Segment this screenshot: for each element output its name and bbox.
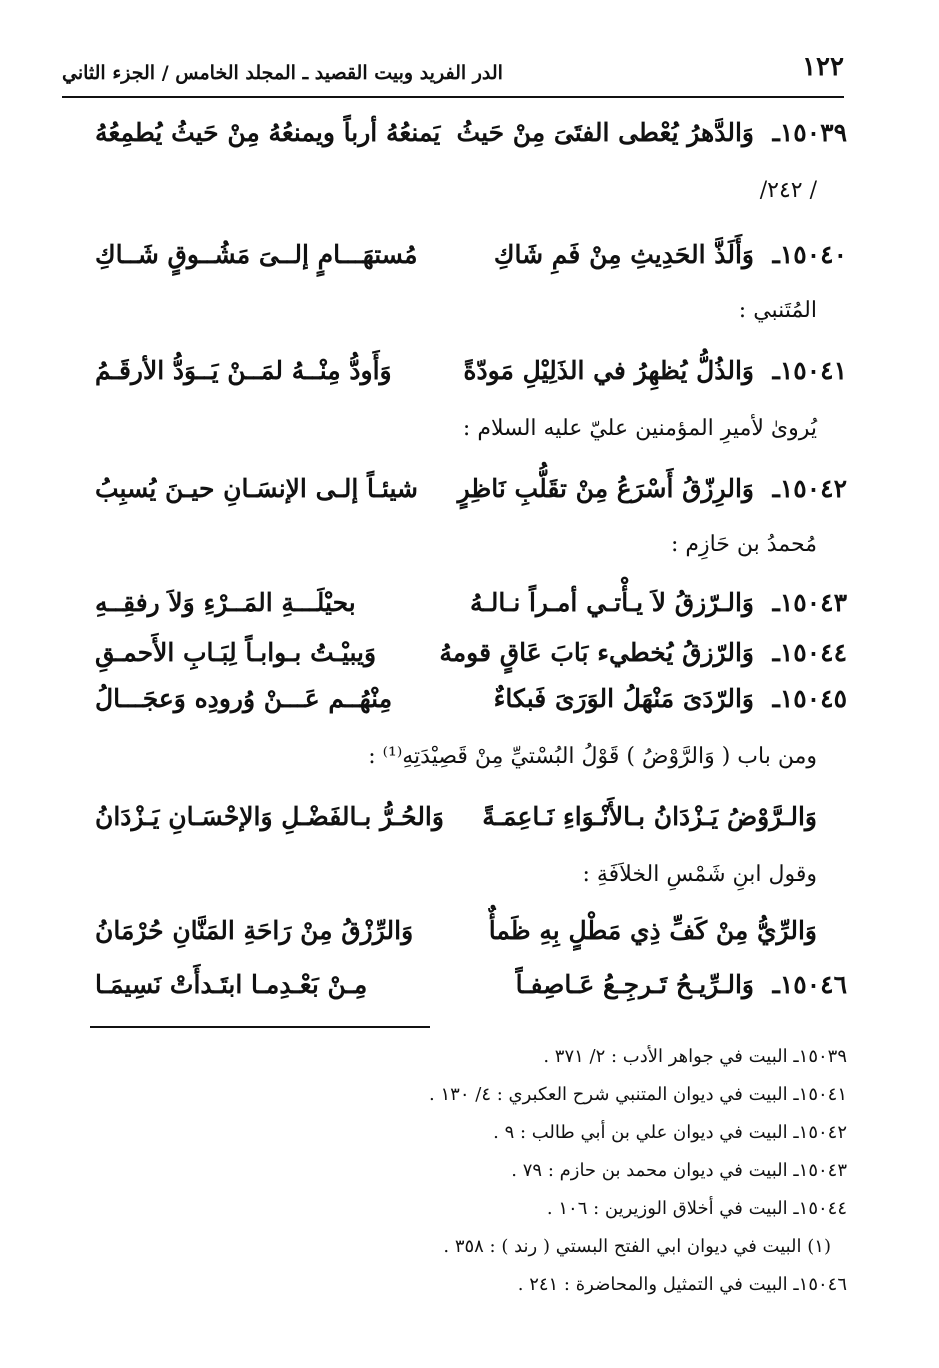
first-hemistich: وَالدَّهرُ يُعْطى الفتَىَ مِنْ حَيثُ bbox=[456, 118, 754, 147]
second-hemistich: بحيْلَـــةِ المَــرْءِ وَلاَ رفقِــهِ bbox=[95, 588, 356, 617]
attribution-text: مُحمدُ بن حَازِم : bbox=[670, 532, 817, 557]
verse-15042 bbox=[95, 474, 847, 520]
first-hemistich: وَالرّزقُ يُخطيء بَابَ عَاقٍ قومهُ bbox=[439, 638, 754, 667]
footnote: ١٥٠٤٣ـ البيت في ديوان محمد بن حازم : ٧٩ . bbox=[511, 1160, 847, 1181]
first-hemistich: وَالذُلُّ يُظهِرُ في الذَلِيْلِ مَودّةً bbox=[463, 356, 754, 385]
second-hemistich: وَأَودُّ مِنْــهُ لمَــنْ يَــوَدُّ الأرقَـمُ bbox=[95, 356, 392, 385]
header-rule bbox=[62, 96, 844, 98]
verse-number: ١٥٠٤٦ـ bbox=[772, 970, 847, 999]
verse-15044 bbox=[95, 638, 847, 684]
attribution-line bbox=[95, 416, 847, 462]
footnote-rule bbox=[90, 1026, 430, 1028]
verse-number: ١٥٠٤٤ـ bbox=[772, 638, 847, 667]
first-hemistich: وَالرّدَىَ مَنْهَلُ الوَرَىَ فَبكاءٌ bbox=[493, 684, 754, 713]
first-hemistich: وَالـرَّوْضُ يَـزْدَانُ بـالأَنْـوَاءِ نَـاعِمَـةً bbox=[482, 802, 817, 831]
verse-number: ١٥٠٤٢ـ bbox=[772, 474, 847, 503]
first-hemistich: وَالرِزّقُ أَسْرَعُ مِنْ تقَلُّبِ نَاظِرٍ bbox=[457, 474, 754, 503]
second-hemistich: وَالرِّزْقُ مِنْ رَاحَةِ المَنَّانِ حُرْمَانُ bbox=[95, 916, 414, 945]
verse-15046 bbox=[95, 970, 847, 1016]
footnote: ١٥٠٤١ـ البيت في ديوان المتنبي شرح العكبري : ٤/ ١٣٠ . bbox=[429, 1084, 847, 1105]
attribution-line bbox=[95, 532, 847, 578]
attribution-text: المُتَنبي : bbox=[738, 298, 817, 323]
page-header bbox=[62, 52, 844, 96]
second-hemistich: مِـنْ بَعْـدِمـا ابتَـدأَتْ نَسِيمَـا bbox=[95, 970, 368, 999]
footnote: (١) البيت في ديوان ابي الفتح البستي ( رند ) : ٣٥٨ . bbox=[443, 1236, 831, 1257]
second-hemistich: مُستهَـــامٍ إلــىَ مَشُــوقٍ شَــاكِ bbox=[95, 240, 418, 269]
attribution-text: ومن باب ( وَالرَّوْضُ ) قَوْلُ البُسْتيِّ مِنْ قَصِيْدَتِهِ⁽¹⁾ : bbox=[368, 744, 817, 769]
verse-number: ١٥٠٤٥ـ bbox=[772, 684, 847, 713]
verse-15045 bbox=[95, 684, 847, 730]
verse-15040 bbox=[95, 240, 847, 286]
verse-number: ١٥٠٣٩ـ bbox=[772, 118, 847, 147]
attribution-line bbox=[95, 862, 847, 908]
second-hemistich: شيئـاً إلـى الإنسَـانِ حيـنَ يُسبِبُ bbox=[95, 474, 418, 503]
verse-busti bbox=[95, 802, 847, 848]
page-number: ١٢٢ bbox=[802, 52, 844, 82]
attribution-line bbox=[95, 744, 847, 790]
footnote: ١٥٠٤٦ـ البيت في التمثيل والمحاضرة : ٢٤١ . bbox=[517, 1274, 847, 1295]
verse-number: ١٥٠٤١ـ bbox=[772, 356, 847, 385]
running-title: الدر الفريد وبيت القصيد ـ المجلد الخامس / الجزء الثاني bbox=[62, 62, 503, 84]
footnote: ١٥٠٤٢ـ البيت في ديوان علي بن أبي طالب : ٩ . bbox=[493, 1122, 847, 1143]
verse-number: ١٥٠٤٣ـ bbox=[772, 588, 847, 617]
footnote: ١٥٠٣٩ـ البيت في جواهر الأدب : ٢/ ٣٧١ . bbox=[543, 1046, 847, 1067]
first-hemistich: وَأَلَذَّ الحَدِيثِ مِنْ فَمِ شَاكِ bbox=[493, 240, 754, 269]
verse-reference bbox=[95, 178, 847, 224]
reference-text: / ٢٤٢/ bbox=[759, 178, 817, 203]
verse-15041 bbox=[95, 356, 847, 402]
second-hemistich: وَيبيْـتُ بـوابـاً لِبَـابِ الأَحمـقِ bbox=[95, 638, 377, 667]
verse-15039 bbox=[95, 118, 847, 164]
verse-number: ١٥٠٤٠ـ bbox=[772, 240, 847, 269]
footnote: ١٥٠٤٤ـ البيت في أخلاق الوزيرين : ١٠٦ . bbox=[546, 1198, 847, 1219]
first-hemistich: وَالـرِّيـحُ تَـرجِـعُ عَـاصِفـاً bbox=[515, 970, 754, 999]
second-hemistich: وَالحُـرُّ بـالفَضْـلِ وَالإحْسَـانِ يَـزْدَانُ bbox=[95, 802, 444, 831]
verse-ibn-shams bbox=[95, 916, 847, 962]
first-hemistich: وَالرِّيُّ مِنْ كَفِّ ذِي مَطْلٍ بِهِ ظَمأٌ bbox=[488, 916, 817, 945]
attribution-line bbox=[95, 298, 847, 344]
first-hemistich: وَالـرّزقُ لاَ يـأْتـي أمـراً نـالـهُ bbox=[470, 588, 754, 617]
attribution-text: يُروىٰ لأميرِ المؤمنين عليّ عليه السلام : bbox=[462, 416, 817, 441]
attribution-text: وقول ابنِ شَمْسِ الخلاَفَةِ : bbox=[582, 862, 817, 887]
verse-15043 bbox=[95, 588, 847, 634]
second-hemistich: مِنْهُــم عَـــنْ وُرودِه وَعجَـــالُ bbox=[95, 684, 393, 713]
second-hemistich: يَمنعُهُ أرباً ويمنعُهُ مِنْ حَيثُ يُطمِعُهُ bbox=[95, 118, 441, 147]
